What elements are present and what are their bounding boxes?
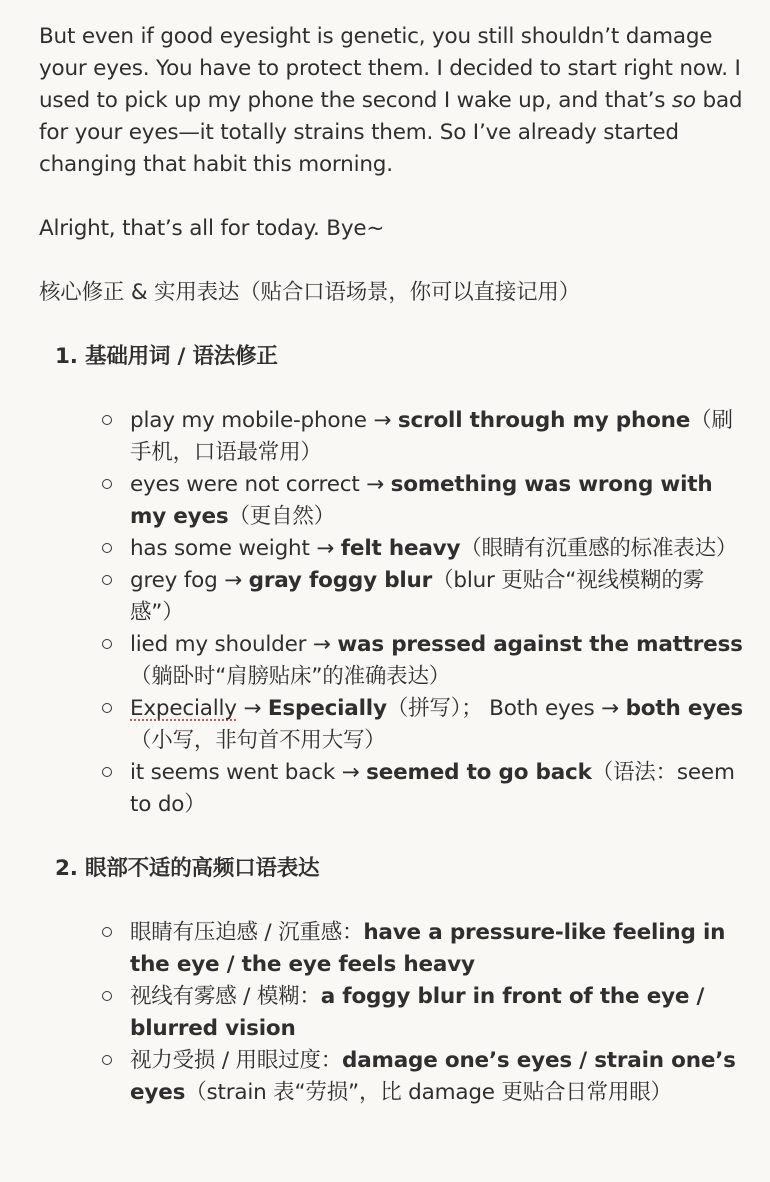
paragraph-corrections-heading[interactable]: 核心修正 & 实用表达（贴合口语场景，你可以直接记用） bbox=[39, 280, 581, 305]
item-source: 视线有雾感 / 模糊： bbox=[130, 984, 321, 1009]
item-expression: damage one’s eyes / strain one’s eyes bbox=[130, 1048, 736, 1105]
item-note: （blur 更贴合“视线模糊的雾感”） bbox=[130, 568, 704, 625]
text-run: But even if good eyesight is genetic, you still shouldn’t damage your eyes. You have to protect them. I decided to start right now. I used to pick up my phone the second I wake up, and that’s bbox=[39, 24, 741, 113]
item-note: （strain 表“劳损”，比 damage 更贴合日常用眼） bbox=[185, 1080, 672, 1105]
item-correction: felt heavy bbox=[340, 536, 461, 561]
item-correction: something was wrong with my eyes bbox=[130, 472, 713, 529]
item-correction: scroll through my phone bbox=[397, 408, 691, 433]
list-item[interactable] bbox=[130, 565, 746, 629]
bullet-list-corrections bbox=[39, 405, 746, 821]
item-note: （更自然） bbox=[228, 504, 335, 529]
list-item[interactable] bbox=[130, 1045, 746, 1109]
list-item[interactable] bbox=[130, 757, 746, 821]
item-arrow: → bbox=[236, 696, 268, 721]
list-item[interactable] bbox=[130, 693, 746, 757]
list-item[interactable] bbox=[130, 405, 746, 469]
item-note: （语法：seem to do） bbox=[130, 760, 735, 817]
item-source: it seems went back → bbox=[130, 760, 367, 785]
list-item[interactable] bbox=[130, 981, 746, 1045]
section-title-text: 眼部不适的高频口语表达 bbox=[85, 856, 320, 881]
paragraph-eyesight[interactable] bbox=[39, 21, 746, 181]
misspelled-word[interactable]: Expecially bbox=[130, 696, 237, 721]
item-source: eyes were not correct → bbox=[130, 472, 391, 497]
item-correction: seemed to go back bbox=[366, 760, 592, 785]
item-source: 眼睛有压迫感 / 沉重感： bbox=[130, 920, 364, 945]
emphasis-text: so bbox=[671, 88, 696, 113]
item-note: （躺卧时“肩膀贴床”的准确表达） bbox=[130, 664, 451, 689]
list-item[interactable] bbox=[130, 469, 746, 533]
numbered-section-2 bbox=[55, 853, 746, 885]
list-item[interactable] bbox=[130, 917, 746, 981]
item-note: （拼写）； Both eyes → bbox=[386, 696, 626, 721]
item-correction: Especially bbox=[267, 696, 387, 721]
numbered-section-1 bbox=[55, 341, 746, 373]
section-title[interactable] bbox=[55, 341, 746, 373]
section-title-text: 基础用词 / 语法修正 bbox=[85, 344, 278, 369]
paragraph-goodbye[interactable]: Alright, that’s all for today. Bye~ bbox=[39, 216, 385, 241]
bullet-list-expressions bbox=[39, 917, 746, 1109]
list-item[interactable] bbox=[130, 629, 746, 693]
item-source: grey fog → bbox=[130, 568, 249, 593]
section-title[interactable] bbox=[55, 853, 746, 885]
text-run: bad for your eyes—it totally strains them. So I’ve already started changing that habit this morning. bbox=[39, 88, 743, 177]
item-expression: a foggy blur in front of the eye / blurred vision bbox=[130, 984, 705, 1041]
section-number: 2. bbox=[55, 856, 78, 881]
item-source: 视力受损 / 用眼过度： bbox=[130, 1048, 343, 1073]
item-correction: was pressed against the mattress bbox=[337, 632, 743, 657]
item-source: play my mobile-phone → bbox=[130, 408, 398, 433]
item-expression: have a pressure-like feeling in the eye / the eye feels heavy bbox=[130, 920, 726, 977]
list-item[interactable] bbox=[130, 533, 746, 565]
item-note: （刷手机，口语最常用） bbox=[130, 408, 733, 465]
item-source: lied my shoulder → bbox=[130, 632, 338, 657]
section-number: 1. bbox=[55, 344, 78, 369]
item-correction-2: both eyes bbox=[625, 696, 744, 721]
item-correction: gray foggy blur bbox=[248, 568, 433, 593]
item-note-2: （小写，非句首不用大写） bbox=[130, 728, 386, 753]
item-source: has some weight → bbox=[130, 536, 341, 561]
item-note: （眼睛有沉重感的标准表达） bbox=[460, 536, 738, 561]
